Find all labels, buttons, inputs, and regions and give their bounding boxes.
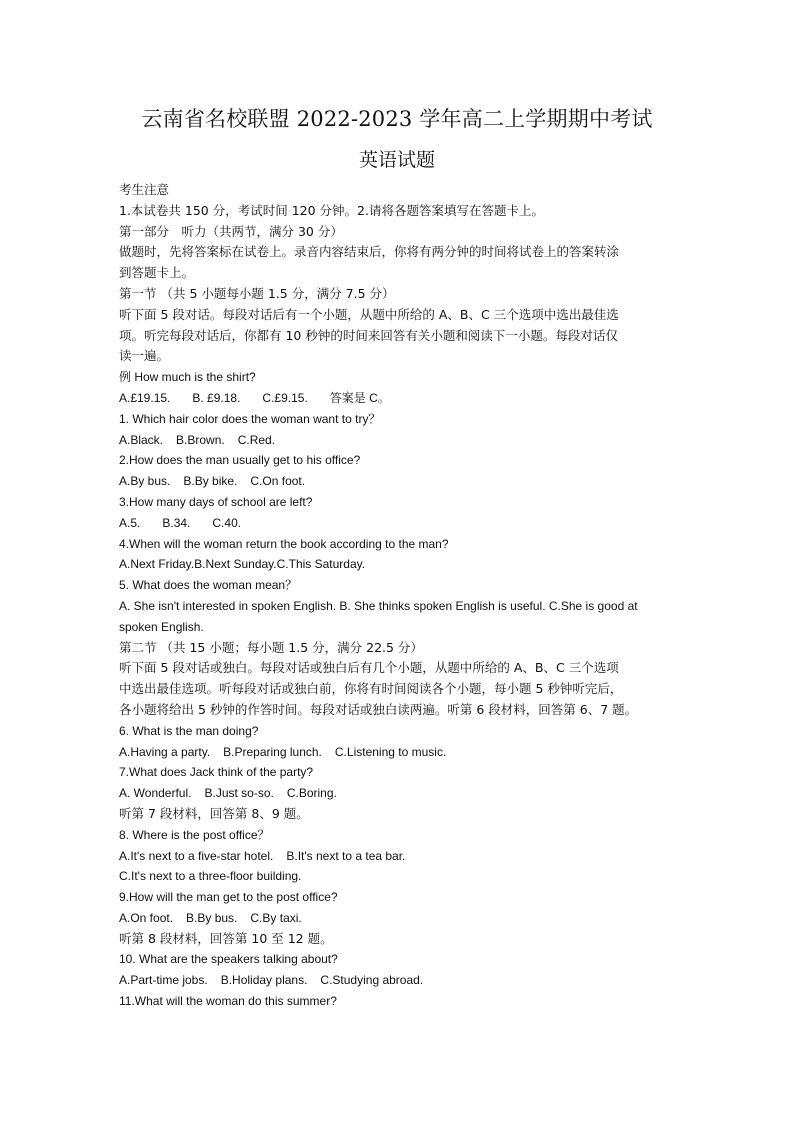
- option: C.£9.15.: [262, 390, 308, 405]
- question-1: 1. Which hair color does the woman want to try？: [119, 411, 381, 426]
- material-8-instruction: 听第 8 段材料，回答第 10 至 12 题。: [119, 930, 333, 946]
- option: A.Black.: [119, 432, 164, 447]
- exam-subtitle: 英语试题: [358, 149, 435, 171]
- question-7: 7.What does Jack think of the party?: [119, 765, 314, 780]
- option: B.Preparing lunch.: [223, 744, 322, 759]
- option: A.5.: [119, 515, 141, 530]
- option: B. £9.18.: [192, 390, 241, 405]
- question-10-options: [119, 970, 687, 991]
- option: A.Part-time jobs.: [119, 973, 208, 988]
- section1-instruction-line: 项。听完每段对话后，你都有 10 秒钟的时间来回答有关小题和阅读下一小题。每段对话仅: [119, 327, 618, 343]
- question-9: 9.How will the man get to the post office?: [119, 890, 338, 905]
- option: C.Listening to music.: [334, 744, 447, 759]
- notes-line: 1.本试卷共 150 分，考试时间 120 分钟。2.请将各题答案填写在答题卡上。: [119, 202, 544, 218]
- question-8-option-c: C.It's next to a three-floor building.: [119, 869, 302, 884]
- question-3-options: [119, 513, 687, 534]
- option: B.34.: [162, 515, 191, 530]
- section2-instruction-line: 中选出最佳选项。听每段对话或独白前，你将有时间阅读各个小题，每小题 5 秒钟听完后，: [119, 681, 623, 697]
- question-10: 10. What are the speakers talking about?: [119, 952, 338, 967]
- material-7-instruction: 听第 7 段材料，回答第 8、9 题。: [119, 805, 309, 821]
- option: A.On foot.: [119, 910, 174, 925]
- option: B.By bus.: [186, 910, 238, 925]
- option: A.Having a party.: [119, 744, 211, 759]
- part1-heading: 第一部分 听力（共两节，满分 30 分）: [119, 223, 343, 239]
- part1-instruction-line: 做题时，先将答案标在试卷上。录音内容结束后，你将有两分钟的时间将试卷上的答案转涂: [119, 244, 620, 260]
- option: B.It's next to a tea bar.: [286, 848, 406, 863]
- section2-instruction-line: 听下面 5 段对话或独白。每段对话或独白后有几个小题，从题中所给的 A、B、C 三个选项: [119, 660, 619, 676]
- question-2-options: [119, 471, 687, 492]
- option: C.Red.: [237, 432, 276, 447]
- section2-heading: 第二节 （共 15 小题；每小题 1.5 分，满分 22.5 分）: [119, 639, 423, 655]
- option: A.By bus.: [119, 474, 171, 489]
- section2-instruction-line: 各小题将给出 5 秒钟的作答时间。每段对话或独白读两遍。听第 6 段材料，回答第 6、7 题。: [119, 701, 638, 717]
- question-4: 4.When will the woman return the book according to the man?: [119, 536, 449, 551]
- question-5-options: A. She isn't interested in spoken English. B. She thinks spoken English is useful. C.She is good at: [119, 598, 638, 613]
- option: C.Boring.: [286, 786, 337, 801]
- question-8-options: [119, 846, 687, 867]
- option: C.By taxi.: [250, 910, 302, 925]
- question-6: 6. What is the man doing?: [119, 723, 259, 738]
- exam-content: [119, 180, 687, 1012]
- option: A. Wonderful.: [119, 786, 192, 801]
- example-answer: 答案是 C。: [329, 390, 390, 405]
- option: A.£19.15.: [119, 390, 171, 405]
- question-1-options: [119, 430, 687, 451]
- question-3: 3.How many days of school are left?: [119, 494, 313, 509]
- question-5-options: spoken English.: [119, 619, 204, 634]
- option: C.Studying abroad.: [320, 973, 424, 988]
- option: C.On foot.: [250, 474, 306, 489]
- question-2: 2.How does the man usually get to his office?: [119, 453, 361, 468]
- question-4-options: A.Next Friday.B.Next Sunday.C.This Saturday.: [119, 557, 366, 572]
- option: B.By bike.: [183, 474, 238, 489]
- notes-heading: 考生注意: [119, 182, 170, 197]
- question-5: 5. What does the woman mean？: [119, 578, 298, 593]
- part1-instruction-line: 到答题卡上。: [119, 265, 195, 281]
- question-7-options: [119, 783, 687, 804]
- question-8: 8. Where is the post office？: [119, 827, 270, 842]
- section1-instruction-line: 读一遍。: [119, 348, 170, 364]
- question-6-options: [119, 742, 687, 763]
- exam-title: 云南省名校联盟 2022-2023 学年高二上学期期中考试: [141, 107, 653, 131]
- option: B.Brown.: [176, 432, 225, 447]
- option: A.It's next to a five-star hotel.: [119, 848, 274, 863]
- option: C.40.: [212, 515, 242, 530]
- example-question: 例 How much is the shirt?: [119, 370, 256, 385]
- option: B.Holiday plans.: [220, 973, 308, 988]
- question-9-options: [119, 908, 687, 929]
- section1-heading: 第一节 （共 5 小题每小题 1.5 分，满分 7.5 分）: [119, 285, 395, 301]
- question-11: 11.What will the woman do this summer?: [119, 994, 337, 1009]
- option: B.Just so-so.: [204, 786, 274, 801]
- example-options: [119, 388, 687, 409]
- section1-instruction-line: 听下面 5 段对话。每段对话后有一个小题，从题中所给的 A、B、C 三个选项中选出最佳选: [119, 306, 619, 322]
